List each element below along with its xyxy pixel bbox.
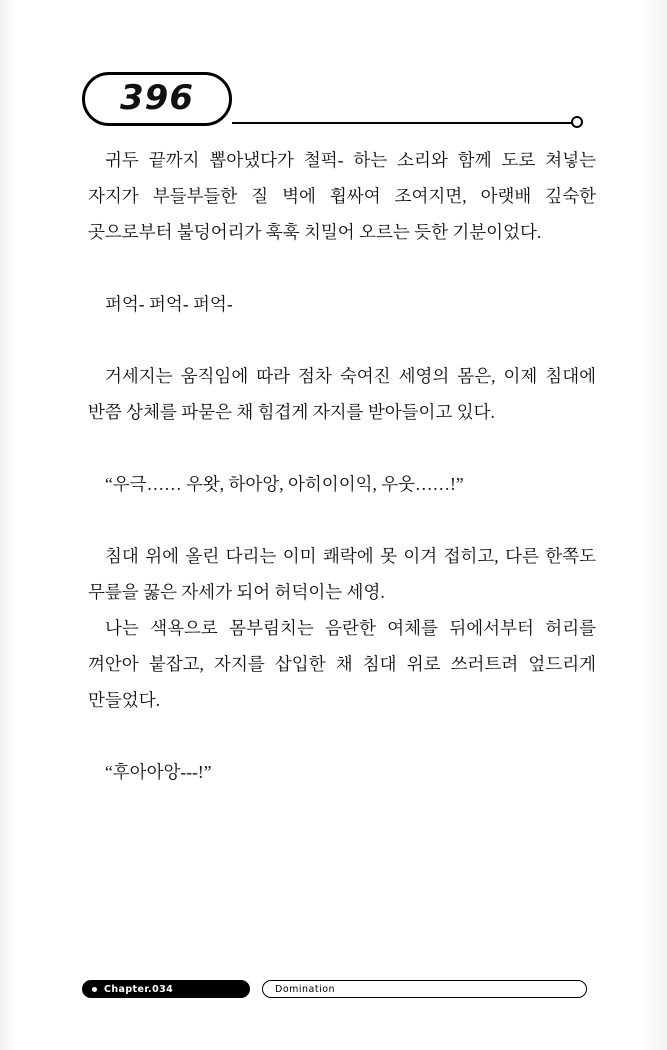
page-body (88, 142, 596, 790)
page-number-badge (82, 72, 232, 126)
paragraph-spacer (88, 430, 596, 466)
section-title-badge (262, 980, 587, 998)
page-footer (82, 980, 587, 1000)
section-title-label: Domination (275, 983, 336, 995)
paragraph: 나는 색욕으로 몸부림치는 음란한 여체를 뒤에서부터 허리를 껴안아 붙잡고, 자지를 삽입한 채 침대 위로 쓰러트려 엎드리게 만들었다. (88, 618, 596, 710)
paragraph-spacer (88, 502, 596, 538)
dialogue-line: “후아아앙---!” (105, 762, 212, 782)
paragraph-spacer (88, 718, 596, 754)
header-end-dot-icon (571, 116, 583, 128)
paragraph: 거세지는 움직임에 따라 점차 숙여진 세영의 몸은, 이제 침대에 반쯤 상체를 파묻은 채 힘겹게 자지를 받아들이고 있다. (88, 366, 596, 422)
paragraph: 침대 위에 올린 다리는 이미 쾌락에 못 이겨 접히고, 다른 한쪽도 무릎을 꿇은 자세가 되어 허덕이는 세영. (88, 546, 596, 602)
page-number-header (82, 72, 587, 130)
page-number: 396 (120, 78, 194, 118)
paragraph: 퍼억- 퍼억- 퍼억- (105, 294, 233, 314)
paragraph-spacer (88, 250, 596, 286)
chapter-badge (82, 980, 250, 998)
dialogue-line: “우극…… 우왓, 하아앙, 아히이이익, 우웃……!” (105, 474, 464, 494)
header-rule (232, 122, 577, 124)
bullet-icon (92, 987, 97, 992)
paragraph: 귀두 끝까지 뽑아냈다가 철퍽- 하는 소리와 함께 도로 쳐넣는 자지가 부들부들한 질 벽에 휩싸여 조여지면, 아랫배 깊숙한 곳으로부터 불덩어리가 훅훅 치밀어 오르는 듯한 기분이었다. (88, 150, 596, 242)
paragraph-spacer (88, 322, 596, 358)
chapter-label: Chapter.034 (104, 983, 174, 995)
